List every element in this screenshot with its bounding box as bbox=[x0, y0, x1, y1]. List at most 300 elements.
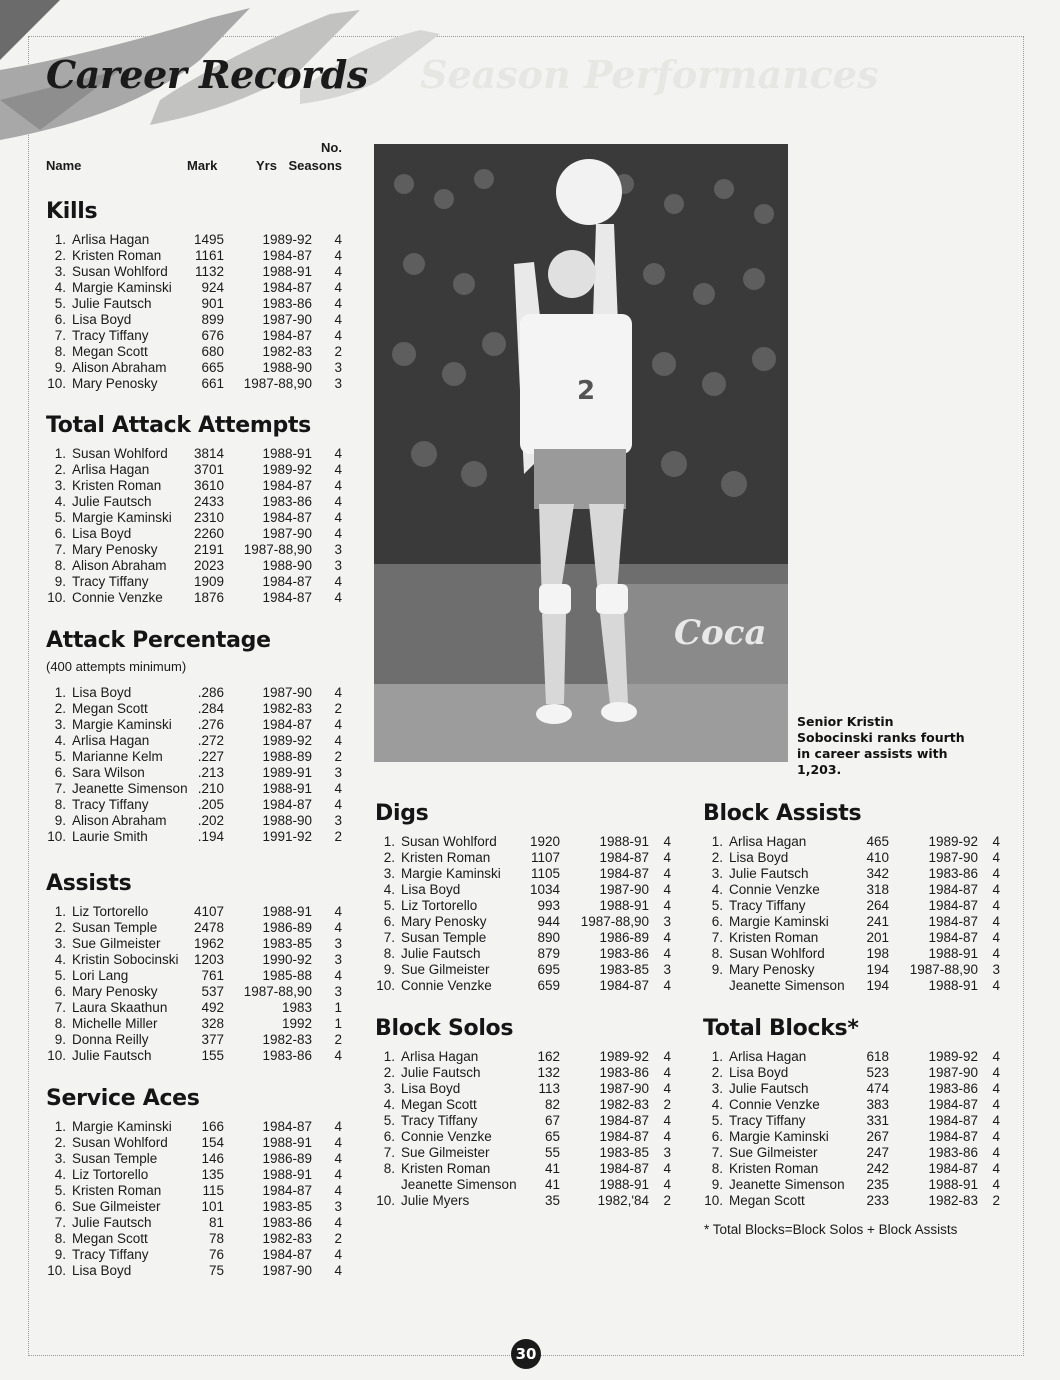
record-list bbox=[46, 904, 342, 1064]
player-name: Margie Kaminski bbox=[401, 866, 501, 881]
rank: 6. bbox=[711, 1129, 723, 1144]
rank: 1. bbox=[383, 1049, 395, 1064]
seasons: 3 bbox=[334, 813, 342, 828]
rank: 3. bbox=[54, 717, 66, 732]
table-row bbox=[46, 542, 342, 558]
section-service-aces bbox=[46, 1085, 342, 1279]
table-row bbox=[375, 946, 671, 962]
table-row bbox=[46, 360, 342, 376]
player-name: Alison Abraham bbox=[72, 360, 167, 375]
player-name: Susan Wohlford bbox=[729, 946, 825, 961]
years: 1990-92 bbox=[262, 952, 312, 967]
player-name: Laurie Smith bbox=[72, 829, 148, 844]
player-name: Lisa Boyd bbox=[72, 526, 132, 541]
seasons: 4 bbox=[334, 733, 342, 748]
table-row bbox=[46, 462, 342, 478]
rank: 2. bbox=[54, 701, 66, 716]
player-name: Megan Scott bbox=[72, 701, 148, 716]
player-name: Lisa Boyd bbox=[72, 685, 132, 700]
years: 1989-92 bbox=[928, 1049, 978, 1064]
mark: 247 bbox=[866, 1145, 889, 1160]
page-number: 30 bbox=[511, 1339, 541, 1369]
years: 1988-91 bbox=[262, 1167, 312, 1182]
seasons: 4 bbox=[992, 930, 1000, 945]
player-name: Michelle Miller bbox=[72, 1016, 158, 1031]
rank: 2. bbox=[383, 1065, 395, 1080]
seasons: 4 bbox=[992, 914, 1000, 929]
mark: 201 bbox=[866, 930, 889, 945]
years: 1984-87 bbox=[599, 1161, 649, 1176]
player-name: Tracy Tiffany bbox=[729, 898, 806, 913]
years: 1983-86 bbox=[599, 946, 649, 961]
years: 1988-91 bbox=[599, 1177, 649, 1192]
rank: 10. bbox=[47, 590, 66, 605]
rank: 4. bbox=[711, 882, 723, 897]
player-name: Megan Scott bbox=[72, 344, 148, 359]
section-block-assists bbox=[703, 800, 1000, 994]
player-name: Mary Penosky bbox=[401, 914, 487, 929]
player-name: Kristen Roman bbox=[401, 1161, 491, 1176]
seasons: 4 bbox=[334, 232, 342, 247]
rank: 10. bbox=[376, 1193, 395, 1208]
mark: 2023 bbox=[193, 558, 224, 573]
table-row bbox=[703, 1049, 1000, 1065]
mark: .213 bbox=[197, 765, 224, 780]
years: 1984-87 bbox=[928, 898, 978, 913]
player-name: Kristen Roman bbox=[72, 1183, 162, 1198]
rank: 8. bbox=[54, 797, 66, 812]
mark: 944 bbox=[537, 914, 560, 929]
seasons: 4 bbox=[992, 882, 1000, 897]
table-row bbox=[46, 701, 342, 717]
header-name: Name bbox=[46, 158, 82, 173]
seasons: 4 bbox=[334, 1263, 342, 1278]
rank: 10. bbox=[47, 1048, 66, 1063]
player-name: Mary Penosky bbox=[72, 984, 158, 999]
table-row bbox=[703, 1161, 1000, 1177]
player-name: Lisa Boyd bbox=[729, 1065, 789, 1080]
player-name: Kristen Roman bbox=[72, 478, 162, 493]
seasons: 3 bbox=[334, 360, 342, 375]
seasons: 4 bbox=[334, 1151, 342, 1166]
seasons: 2 bbox=[663, 1097, 671, 1112]
mark: 162 bbox=[537, 1049, 560, 1064]
player-name: Margie Kaminski bbox=[72, 280, 172, 295]
years: 1982-83 bbox=[928, 1193, 978, 1208]
mark: 659 bbox=[537, 978, 560, 993]
player-name: Tracy Tiffany bbox=[72, 574, 149, 589]
mark: 3814 bbox=[193, 446, 224, 461]
seasons: 4 bbox=[663, 930, 671, 945]
seasons: 4 bbox=[334, 248, 342, 263]
mark: 2433 bbox=[193, 494, 224, 509]
table-row bbox=[375, 930, 671, 946]
seasons: 4 bbox=[992, 946, 1000, 961]
rank: 5. bbox=[54, 296, 66, 311]
years: 1989-91 bbox=[262, 765, 312, 780]
table-row bbox=[46, 920, 342, 936]
table-row bbox=[703, 978, 1000, 994]
years: 1984-87 bbox=[262, 1119, 312, 1134]
mark: 661 bbox=[201, 376, 224, 391]
section-kills bbox=[46, 198, 342, 392]
rank: 2. bbox=[383, 850, 395, 865]
table-row bbox=[46, 749, 342, 765]
player-name: Donna Reilly bbox=[72, 1032, 149, 1047]
player-name: Megan Scott bbox=[72, 1231, 148, 1246]
rank: 2. bbox=[54, 920, 66, 935]
seasons: 1 bbox=[334, 1016, 342, 1031]
rank: 9. bbox=[711, 1177, 723, 1192]
rank: 8. bbox=[54, 1231, 66, 1246]
seasons: 4 bbox=[334, 510, 342, 525]
table-row bbox=[46, 781, 342, 797]
table-row bbox=[703, 1081, 1000, 1097]
mark: 665 bbox=[201, 360, 224, 375]
mark: 194 bbox=[866, 978, 889, 993]
player-name: Lisa Boyd bbox=[401, 882, 461, 897]
mark: 924 bbox=[201, 280, 224, 295]
years: 1988-90 bbox=[262, 360, 312, 375]
years: 1984-87 bbox=[262, 328, 312, 343]
years: 1984-87 bbox=[262, 248, 312, 263]
mark: 1034 bbox=[529, 882, 560, 897]
header-no: No. bbox=[321, 140, 342, 155]
player-name: Tracy Tiffany bbox=[729, 1113, 806, 1128]
mark: 1161 bbox=[194, 248, 224, 263]
rank: 4. bbox=[54, 280, 66, 295]
table-row bbox=[46, 526, 342, 542]
seasons: 4 bbox=[334, 494, 342, 509]
player-name: Kristen Roman bbox=[729, 930, 819, 945]
table-row bbox=[46, 765, 342, 781]
years: 1982,'84 bbox=[597, 1193, 649, 1208]
player-name: Mary Penosky bbox=[729, 962, 815, 977]
player-name: Margie Kaminski bbox=[72, 510, 172, 525]
seasons: 3 bbox=[334, 542, 342, 557]
mark: 82 bbox=[544, 1097, 560, 1112]
mark: 233 bbox=[866, 1193, 889, 1208]
years: 1983-86 bbox=[262, 1048, 312, 1063]
years: 1988-91 bbox=[262, 1135, 312, 1150]
years: 1988-91 bbox=[262, 781, 312, 796]
rank: 10. bbox=[47, 1263, 66, 1278]
table-row bbox=[375, 1177, 671, 1193]
player-name: Susan Temple bbox=[72, 1151, 158, 1166]
section-title: Service Aces bbox=[46, 1086, 200, 1111]
rank: 9. bbox=[383, 962, 395, 977]
player-name: Sue Gilmeister bbox=[72, 1199, 161, 1214]
years: 1984-87 bbox=[262, 280, 312, 295]
table-row bbox=[703, 882, 1000, 898]
table-row bbox=[46, 1199, 342, 1215]
player-name: Julie Fautsch bbox=[72, 494, 152, 509]
rank: 2. bbox=[711, 1065, 723, 1080]
table-row bbox=[46, 494, 342, 510]
table-row bbox=[375, 1097, 671, 1113]
rank: 3. bbox=[383, 1081, 395, 1096]
table-row bbox=[375, 1145, 671, 1161]
rank: 1. bbox=[54, 904, 66, 919]
player-name: Connie Venzke bbox=[729, 1097, 820, 1112]
table-row bbox=[46, 733, 342, 749]
rank: 6. bbox=[54, 1199, 66, 1214]
seasons: 4 bbox=[992, 978, 1000, 993]
player-name: Julie Myers bbox=[401, 1193, 470, 1208]
table-row bbox=[375, 834, 671, 850]
player-name: Susan Wohlford bbox=[401, 834, 497, 849]
seasons: 2 bbox=[334, 749, 342, 764]
rank: 5. bbox=[54, 968, 66, 983]
rank: 2. bbox=[54, 248, 66, 263]
seasons: 3 bbox=[334, 936, 342, 951]
mark: 1962 bbox=[193, 936, 224, 951]
years: 1987-88,90 bbox=[243, 542, 312, 557]
mark: 993 bbox=[537, 898, 560, 913]
table-row bbox=[46, 813, 342, 829]
mark: .194 bbox=[197, 829, 224, 844]
header-seasons: Seasons bbox=[288, 158, 342, 173]
table-row bbox=[46, 280, 342, 296]
mark: 67 bbox=[544, 1113, 560, 1128]
seasons: 4 bbox=[334, 574, 342, 589]
years: 1987-88,90 bbox=[243, 376, 312, 391]
mark: 695 bbox=[537, 962, 560, 977]
player-name: Connie Venzke bbox=[729, 882, 820, 897]
seasons: 2 bbox=[992, 1193, 1000, 1208]
mark: 235 bbox=[866, 1177, 889, 1192]
seasons: 4 bbox=[334, 1247, 342, 1262]
mark: 241 bbox=[866, 914, 889, 929]
column-header bbox=[46, 138, 344, 174]
player-name: Connie Venzke bbox=[72, 590, 163, 605]
years: 1982-83 bbox=[262, 1231, 312, 1246]
table-row bbox=[46, 1135, 342, 1151]
seasons: 4 bbox=[663, 1081, 671, 1096]
player-name: Lisa Boyd bbox=[401, 1081, 461, 1096]
table-row bbox=[375, 898, 671, 914]
rank: 5. bbox=[383, 898, 395, 913]
player-name: Julie Fautsch bbox=[72, 1048, 152, 1063]
player-name: Arlisa Hagan bbox=[72, 462, 150, 477]
rank: 1. bbox=[383, 834, 395, 849]
mark: 132 bbox=[537, 1065, 560, 1080]
table-row bbox=[703, 1193, 1000, 1209]
seasons: 3 bbox=[992, 962, 1000, 977]
mark: 146 bbox=[201, 1151, 224, 1166]
years: 1986-89 bbox=[599, 930, 649, 945]
record-list bbox=[46, 685, 342, 845]
page-title: Career Records bbox=[46, 52, 368, 97]
seasons: 2 bbox=[663, 1193, 671, 1208]
player-photo bbox=[374, 144, 788, 762]
years: 1988-91 bbox=[599, 834, 649, 849]
mark: 75 bbox=[208, 1263, 224, 1278]
rank: 1. bbox=[54, 685, 66, 700]
section-title: Total Blocks* bbox=[703, 1016, 859, 1041]
rank: 5. bbox=[54, 1183, 66, 1198]
table-row bbox=[703, 1065, 1000, 1081]
seasons: 4 bbox=[992, 1113, 1000, 1128]
seasons: 4 bbox=[334, 904, 342, 919]
seasons: 4 bbox=[663, 898, 671, 913]
rank: 3. bbox=[54, 264, 66, 279]
rank: 9. bbox=[54, 813, 66, 828]
years: 1984-87 bbox=[599, 866, 649, 881]
player-name: Kristin Sobocinski bbox=[72, 952, 179, 967]
years: 1983-86 bbox=[262, 1215, 312, 1230]
section-assists bbox=[46, 870, 342, 1064]
table-row bbox=[46, 1016, 342, 1032]
table-row bbox=[46, 574, 342, 590]
years: 1992 bbox=[281, 1016, 312, 1031]
table-row bbox=[46, 1048, 342, 1064]
years: 1983 bbox=[281, 1000, 312, 1015]
table-row bbox=[703, 898, 1000, 914]
table-row bbox=[703, 1177, 1000, 1193]
rank: 5. bbox=[711, 898, 723, 913]
player-name: Connie Venzke bbox=[401, 1129, 492, 1144]
section-title: Total Attack Attempts bbox=[46, 413, 311, 438]
table-row bbox=[46, 1247, 342, 1263]
rank: 8. bbox=[383, 1161, 395, 1176]
rank: 6. bbox=[711, 914, 723, 929]
player-name: Megan Scott bbox=[401, 1097, 477, 1112]
seasons: 3 bbox=[663, 962, 671, 977]
seasons: 4 bbox=[334, 280, 342, 295]
table-row bbox=[375, 1129, 671, 1145]
rank: 10. bbox=[376, 978, 395, 993]
record-list bbox=[46, 1119, 342, 1279]
seasons: 4 bbox=[992, 1145, 1000, 1160]
volleyball-setter-illustration bbox=[374, 144, 788, 762]
player-name: Margie Kaminski bbox=[72, 717, 172, 732]
mark: .276 bbox=[197, 717, 224, 732]
seasons: 4 bbox=[334, 296, 342, 311]
years: 1987-90 bbox=[262, 685, 312, 700]
seasons: 4 bbox=[663, 834, 671, 849]
seasons: 4 bbox=[334, 312, 342, 327]
table-row bbox=[46, 984, 342, 1000]
player-name: Susan Wohlford bbox=[72, 264, 168, 279]
years: 1987-90 bbox=[928, 1065, 978, 1080]
table-row bbox=[46, 1231, 342, 1247]
ghost-heading: Season Performances bbox=[420, 52, 879, 97]
table-row bbox=[46, 344, 342, 360]
rank: 5. bbox=[711, 1113, 723, 1128]
table-row bbox=[703, 930, 1000, 946]
table-row bbox=[46, 968, 342, 984]
seasons: 3 bbox=[334, 765, 342, 780]
seasons: 4 bbox=[663, 1113, 671, 1128]
player-name: Liz Tortorello bbox=[72, 904, 149, 919]
mark: 242 bbox=[866, 1161, 889, 1176]
player-name: Sue Gilmeister bbox=[401, 1145, 490, 1160]
table-row bbox=[375, 978, 671, 994]
rank: 9. bbox=[54, 1032, 66, 1047]
mark: 537 bbox=[201, 984, 224, 999]
mark: 899 bbox=[201, 312, 224, 327]
table-row bbox=[375, 962, 671, 978]
table-row bbox=[46, 376, 342, 392]
seasons: 4 bbox=[334, 590, 342, 605]
seasons: 4 bbox=[992, 1177, 1000, 1192]
table-row bbox=[375, 882, 671, 898]
mark: 2478 bbox=[193, 920, 224, 935]
mark: 523 bbox=[866, 1065, 889, 1080]
record-list bbox=[46, 232, 342, 392]
table-row bbox=[46, 829, 342, 845]
table-row bbox=[46, 478, 342, 494]
seasons: 4 bbox=[992, 834, 1000, 849]
table-row bbox=[46, 590, 342, 606]
years: 1984-87 bbox=[262, 717, 312, 732]
table-row bbox=[375, 1113, 671, 1129]
years: 1984-87 bbox=[262, 478, 312, 493]
rank: 2. bbox=[54, 462, 66, 477]
table-row bbox=[375, 1049, 671, 1065]
years: 1983-86 bbox=[262, 296, 312, 311]
table-row bbox=[46, 446, 342, 462]
player-name: Margie Kaminski bbox=[729, 914, 829, 929]
years: 1984-87 bbox=[928, 1161, 978, 1176]
player-name: Susan Temple bbox=[401, 930, 487, 945]
table-row bbox=[46, 952, 342, 968]
years: 1984-87 bbox=[262, 1183, 312, 1198]
player-name: Julie Fautsch bbox=[72, 1215, 152, 1230]
table-row bbox=[46, 936, 342, 952]
section-note: (400 attempts minimum) bbox=[46, 659, 187, 674]
rank: 7. bbox=[54, 1215, 66, 1230]
table-row bbox=[703, 1129, 1000, 1145]
years: 1988-91 bbox=[262, 446, 312, 461]
years: 1991-92 bbox=[262, 829, 312, 844]
table-row bbox=[703, 1097, 1000, 1113]
seasons: 4 bbox=[663, 866, 671, 881]
rank: 2. bbox=[711, 850, 723, 865]
years: 1984-87 bbox=[928, 914, 978, 929]
seasons: 4 bbox=[334, 968, 342, 983]
mark: 680 bbox=[201, 344, 224, 359]
mark: 465 bbox=[866, 834, 889, 849]
years: 1983-86 bbox=[262, 494, 312, 509]
seasons: 4 bbox=[334, 685, 342, 700]
years: 1989-92 bbox=[599, 1049, 649, 1064]
table-row bbox=[703, 834, 1000, 850]
mark: 78 bbox=[208, 1231, 224, 1246]
mark: 166 bbox=[201, 1119, 224, 1134]
seasons: 3 bbox=[334, 1199, 342, 1214]
mark: 194 bbox=[866, 962, 889, 977]
rank: 3. bbox=[711, 1081, 723, 1096]
rank: 1. bbox=[54, 446, 66, 461]
player-name: Liz Tortorello bbox=[401, 898, 478, 913]
table-row bbox=[703, 1145, 1000, 1161]
rank: 7. bbox=[711, 930, 723, 945]
seasons: 4 bbox=[663, 1049, 671, 1064]
rank: 1. bbox=[54, 1119, 66, 1134]
section-title: Block Assists bbox=[703, 801, 862, 826]
years: 1982-83 bbox=[262, 701, 312, 716]
rank: 8. bbox=[54, 1016, 66, 1031]
mark: 55 bbox=[544, 1145, 560, 1160]
rank: 4. bbox=[711, 1097, 723, 1112]
mark: 81 bbox=[208, 1215, 224, 1230]
table-row bbox=[46, 904, 342, 920]
section-total-blocks bbox=[703, 1015, 1000, 1209]
mark: 1876 bbox=[193, 590, 224, 605]
player-name: Sue Gilmeister bbox=[401, 962, 490, 977]
